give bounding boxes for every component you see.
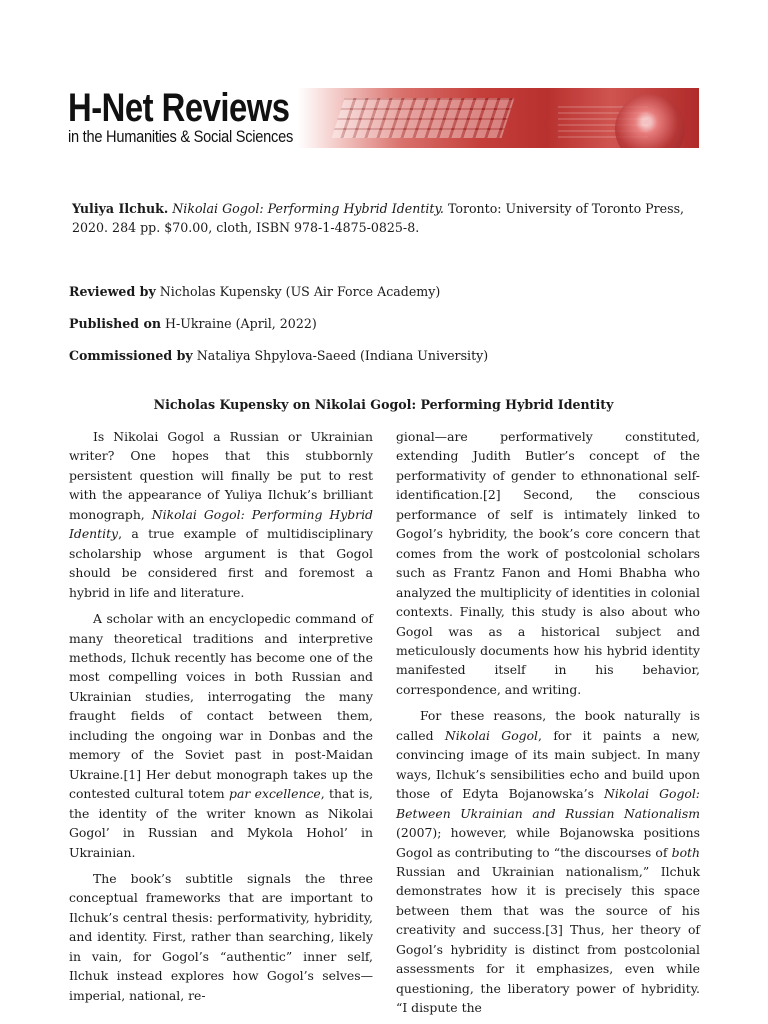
paragraph-1-text-b: , a true example of multidisciplinary scholarship whose argument is that Gogol should be considered first and foremost a hybrid in life and literature. [69,526,373,600]
commissioned-by-line [69,347,669,365]
citation-author: Yuliya Ilchuk. [72,201,169,216]
paragraph-2-text-a: A scholar with an encyclopedic command of many theoretical traditions and interpretive methods, Ilchuk recently has become one of the most compelling voices in both Russian and Ukrainian studies, interrogating the many fraught fields of contact between them, including the ongoing war in Donbas and the memory of the Soviet past in post-Maidan Ukraine.[1] Her debut monograph takes up the contested cultural totem [69,611,373,802]
body-column-right [396,427,700,1018]
published-on-value: H-Ukraine (April, 2022) [165,316,317,331]
reviewed-by-label: Reviewed by [69,284,156,299]
commissioned-by-label: Commissioned by [69,348,193,363]
paragraph-4-book-title: Nikolai Gogol [444,727,539,743]
paragraph-4-text-d: Russian and Ukrainian nationalism,” Ilchuk demonstrates how it is precisely this space between them that was the source of his creativity and success.[3] Thus, her theory of Gogol’s hybridity is distinct from postcolonial assessments for it emphasizes, even while questioning, the liberatory power of hybridity. “I dispute the [396,863,700,1016]
keyboard-graphic [332,98,515,138]
paragraph-2-text-b: , that is, the identity of the writer known as Nikolai Gogol’ in Russian and Mykola Hohol’ in Ukrainian. [69,786,373,860]
book-citation [72,199,702,237]
banner-subtitle: in the Humanities & Social Sciences [68,127,294,146]
paragraph-1-book-title: Nikolai Gogol: Performing Hybrid Identity [69,506,373,542]
paragraph-1-text-a: Is Nikolai Gogol a Russian or Ukrainian writer? One hopes that this stubbornly persistent question will finally be put to rest with the appearance of Yuliya Ilchuk’s brilliant monograph, [69,429,373,522]
banner-keyboard-image [298,88,699,148]
body-column-left [69,427,373,1005]
published-on-label: Published on [69,316,162,331]
commissioned-by-value: Nataliya Shpylova-Saeed (Indiana University) [196,348,489,363]
paragraph-3: The book’s subtitle signals the three conceptual frameworks that are important to Ilchuk’s central thesis: performativity, hybridity, and identity. First, rather than searching, likely in vain, for Gogol’s “authentic” inner self, Ilchuk instead explores how Gogol’s selves—imperial, national, re- [69,870,373,1003]
citation-details: Toronto: University of Toronto Press, 2020. 284 pp. $70.00, cloth, ISBN 978-1-4875-0825-8. [72,201,685,235]
paragraph-4-text-c: (2007); however, while Bojanowska positions Gogol as contributing to “the discourses of [396,825,700,860]
paragraph-4-text-a: For these reasons, the book naturally is called [396,708,700,743]
citation-book-title: Nikolai Gogol: Performing Hybrid Identity. [172,201,444,216]
paragraph-4-emphasis: both [671,844,700,860]
review-title: Nicholas Kupensky on Nikolai Gogol: Performing Hybrid Identity [153,397,614,412]
paragraph-2-emphasis: par excellence [229,786,321,802]
paragraph-1 [69,427,373,602]
paragraph-3-continued: gional—are performatively constituted, extending Judith Butler’s concept of the performativity of gender to ethnonational self-identification.[2] Second, the conscious performance of self is intimately linked to Gogol’s hybridity, the book’s core concern that comes from the work of postcolonial scholars such as Frantz Fanon and Homi Bhabha who analyzed the multiplicity of identities in colonial contexts. Finally, this study is also about who Gogol was as a historical subject and meticulously documents how his hybrid identity manifested itself in his behavior, correspondence, and writing. [396,429,700,697]
paragraph-4-text-b: , for it paints a new, convincing image of its main subject. In many ways, Ilchuk’s sensibilities echo and build upon those of Edyta Bojanowska’s [396,727,700,802]
reviewed-by-line [69,283,669,301]
published-on-line [69,315,669,333]
cd-disc-graphic [615,94,685,148]
paragraph-4 [396,706,700,1017]
hnet-banner [68,88,699,148]
paragraph-4-cited-title: Nikolai Gogol: Between Ukrainian and Russian Nationalism [396,786,700,821]
reviewed-by-value: Nicholas Kupensky (US Air Force Academy) [159,284,441,299]
paragraph-2 [69,609,373,862]
banner-title: H-Net Reviews [68,88,290,130]
